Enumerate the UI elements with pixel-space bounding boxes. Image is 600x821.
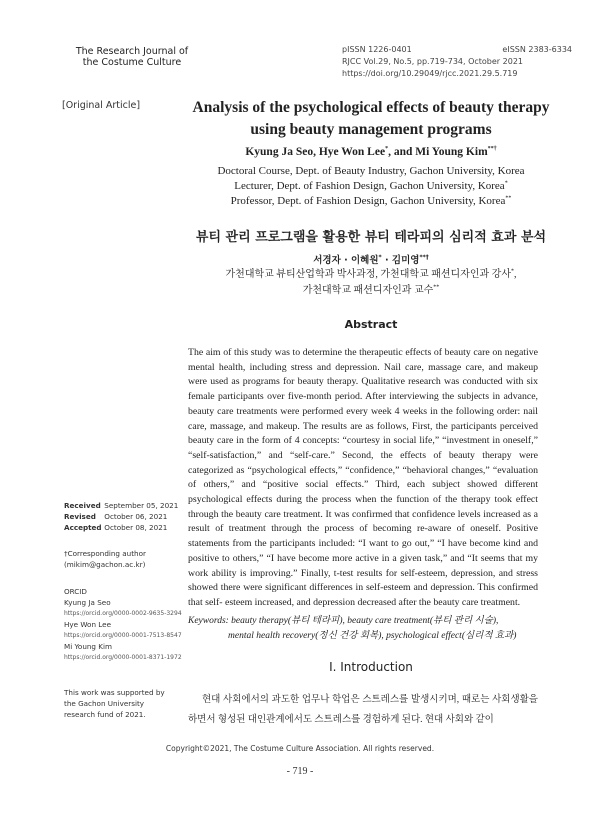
korean-affiliation-1-text: 가천대학교 뷰티산업학과 박사과정, 가천대학교 패션디자인과 강사 (225, 269, 511, 280)
page-number: - 719 - (286, 766, 314, 777)
pissn: pISSN 1226-0401 (342, 45, 412, 54)
accepted-date: October 08, 2021 (104, 523, 168, 532)
affiliation-2-mark: * (504, 180, 508, 187)
copyright-notice: Copyright©2021, The Costume Culture Association. All rights reserved. (165, 744, 435, 753)
author-1: Kyung Ja Seo, (245, 146, 319, 158)
revised-label: Revised (64, 512, 96, 521)
affiliation-3 (176, 194, 566, 209)
korean-author-2: · 김미영 (381, 255, 420, 266)
affiliation-3-text: Professor, Dept. of Fashion Design, Gachon University, Korea (230, 195, 506, 207)
article-title (176, 97, 566, 141)
author-2: Hye Won Lee (318, 146, 386, 158)
received-label: Received (64, 501, 101, 510)
article-title-line2: using beauty management programs (250, 121, 492, 138)
author-list (176, 146, 566, 158)
affiliation-2 (176, 179, 566, 194)
korean-affiliation-1-end: , (513, 269, 517, 280)
funding-line2: the Gachon University (64, 699, 145, 708)
keywords (188, 614, 538, 644)
received-row (64, 500, 184, 511)
article-dates (64, 500, 184, 533)
korean-authors (176, 252, 566, 266)
journal-name-line2: the Costume Culture (82, 57, 182, 68)
orcid-name-2: Hye Won Lee (64, 620, 112, 629)
keywords-line2: mental health recovery(정신 건강 회복), psychological effect(심리적 효과) (228, 631, 517, 641)
orcid-link-2[interactable]: https://orcid.org/0000-0001-7513-8547 (64, 632, 182, 639)
orcid-link-1[interactable]: https://orcid.org/0000-0002-9635-3294 (64, 610, 182, 617)
affiliation-2-text: Lecturer, Dept. of Fashion Design, Gachon University, Korea (234, 180, 505, 192)
korean-affiliation-2-mark: ** (433, 284, 440, 291)
author-3: , and Mi Young Kim (388, 146, 488, 158)
journal-name (62, 46, 202, 68)
affiliation-3-mark: ** (505, 195, 512, 202)
orcid-link-3[interactable]: https://orcid.org/0000-0001-8371-1972 (64, 654, 182, 661)
revised-row (64, 511, 184, 522)
korean-author-1: 서경자 · 이혜원 (313, 255, 379, 266)
received-date: September 05, 2021 (104, 501, 179, 510)
author-2-mark: * (385, 146, 389, 153)
korean-title: 뷰티 관리 프로그램을 활용한 뷰티 테라피의 심리적 효과 분석 (195, 230, 547, 245)
orcid-block (64, 586, 184, 663)
accepted-label: Accepted (64, 523, 102, 532)
article-type: [Original Article] (62, 100, 141, 111)
funding-line3: research fund of 2021. (64, 710, 146, 719)
doi-link[interactable]: https://doi.org/10.29049/rjcc.2021.29.5.719 (342, 69, 518, 78)
journal-name-line1: The Research Journal of (75, 46, 189, 57)
article-title-line1: Analysis of the psychological effects of beauty therapy (192, 99, 550, 116)
introduction-heading: Ⅰ. Introduction (329, 660, 413, 674)
korean-affiliation-2-text: 가천대학교 패션디자인과 교수 (302, 285, 434, 296)
funding-note (64, 687, 184, 720)
affiliation-1: Doctoral Course, Dept. of Beauty Industry, Gachon University, Korea (217, 165, 525, 177)
orcid-name-3: Mi Young Kim (64, 642, 112, 651)
korean-author-1-mark: * (378, 253, 382, 261)
korean-affiliation-1-mark: * (510, 268, 514, 275)
eissn: eISSN 2383-6334 (502, 45, 572, 54)
abstract-body: The aim of this study was to determine the therapeutic effects of beauty care on negative mental health, including stress and depression. Nail care, massage care, and makeup were used as programs for beauty therapy. Qualitative research was conducted with six female participants over five-month period. After interviewing the subjects in advance, beauty care treatments were performed every week 4 weeks in the following order: nail care, massage, and makeup. The results are as follows, First, the participants perceived beauty care in the form of 4 concepts: “courtesy in social life,” “investment in oneself,” “self-satisfaction,” and “self-care.” Second, the effects of beauty therapy were categorized as “psychological effects,” “confidence,” “behavioral changes,” “evaluation of others,” and “positive social effects.” Third, each subject showed different psychological effects during the process when the function of the therapy took effect through the beauty care treatment. It was confirmed that confidence levels increased as a result of treatment through the process of becoming re-aware of oneself. Positive statements from the participants included: “I want to go out,” “I have become kind and positive to others,” “I have become more active in a given task,” and “It seems that my work ability is improving.” Finally, t-test results for self-esteem, depression, and stress showed there were significant differences in self-esteem and depression. This confirmed that self- esteem increased, and depression decreased after the beauty care treatment. (188, 347, 538, 608)
korean-affiliation-1 (176, 268, 566, 282)
orcid-label: ORCID (64, 587, 87, 596)
abstract-heading: Abstract (344, 318, 398, 331)
accepted-row (64, 522, 184, 533)
funding-line1: This work was supported by (64, 688, 165, 697)
author-3-mark: **† (487, 146, 497, 153)
publication-meta (342, 44, 572, 80)
korean-author-2-mark: **† (419, 253, 429, 261)
citation: RJCC Vol.29, No.5, pp.719-734, October 2021 (342, 57, 523, 66)
korean-affiliation-2 (176, 284, 566, 298)
introduction-body: 현대 사회에서의 과도한 업무나 학업은 스트레스를 발생시키며, 때로는 사회생활을 하면서 형성된 대인관계에서도 스트레스를 경험하게 된다. 현대 사회와 같이 (188, 695, 538, 725)
orcid-name-1: Kyung Ja Seo (64, 598, 111, 607)
corresponding-author (64, 548, 184, 570)
corresponding-email[interactable]: (mikim@gachon.ac.kr) (64, 560, 146, 569)
corresponding-label: †Corresponding author (64, 549, 146, 558)
revised-date: October 06, 2021 (104, 512, 168, 521)
keywords-line1: Keywords: beauty therapy(뷰티 테라피), beauty care treatment(뷰티 관리 시술), (188, 616, 499, 626)
